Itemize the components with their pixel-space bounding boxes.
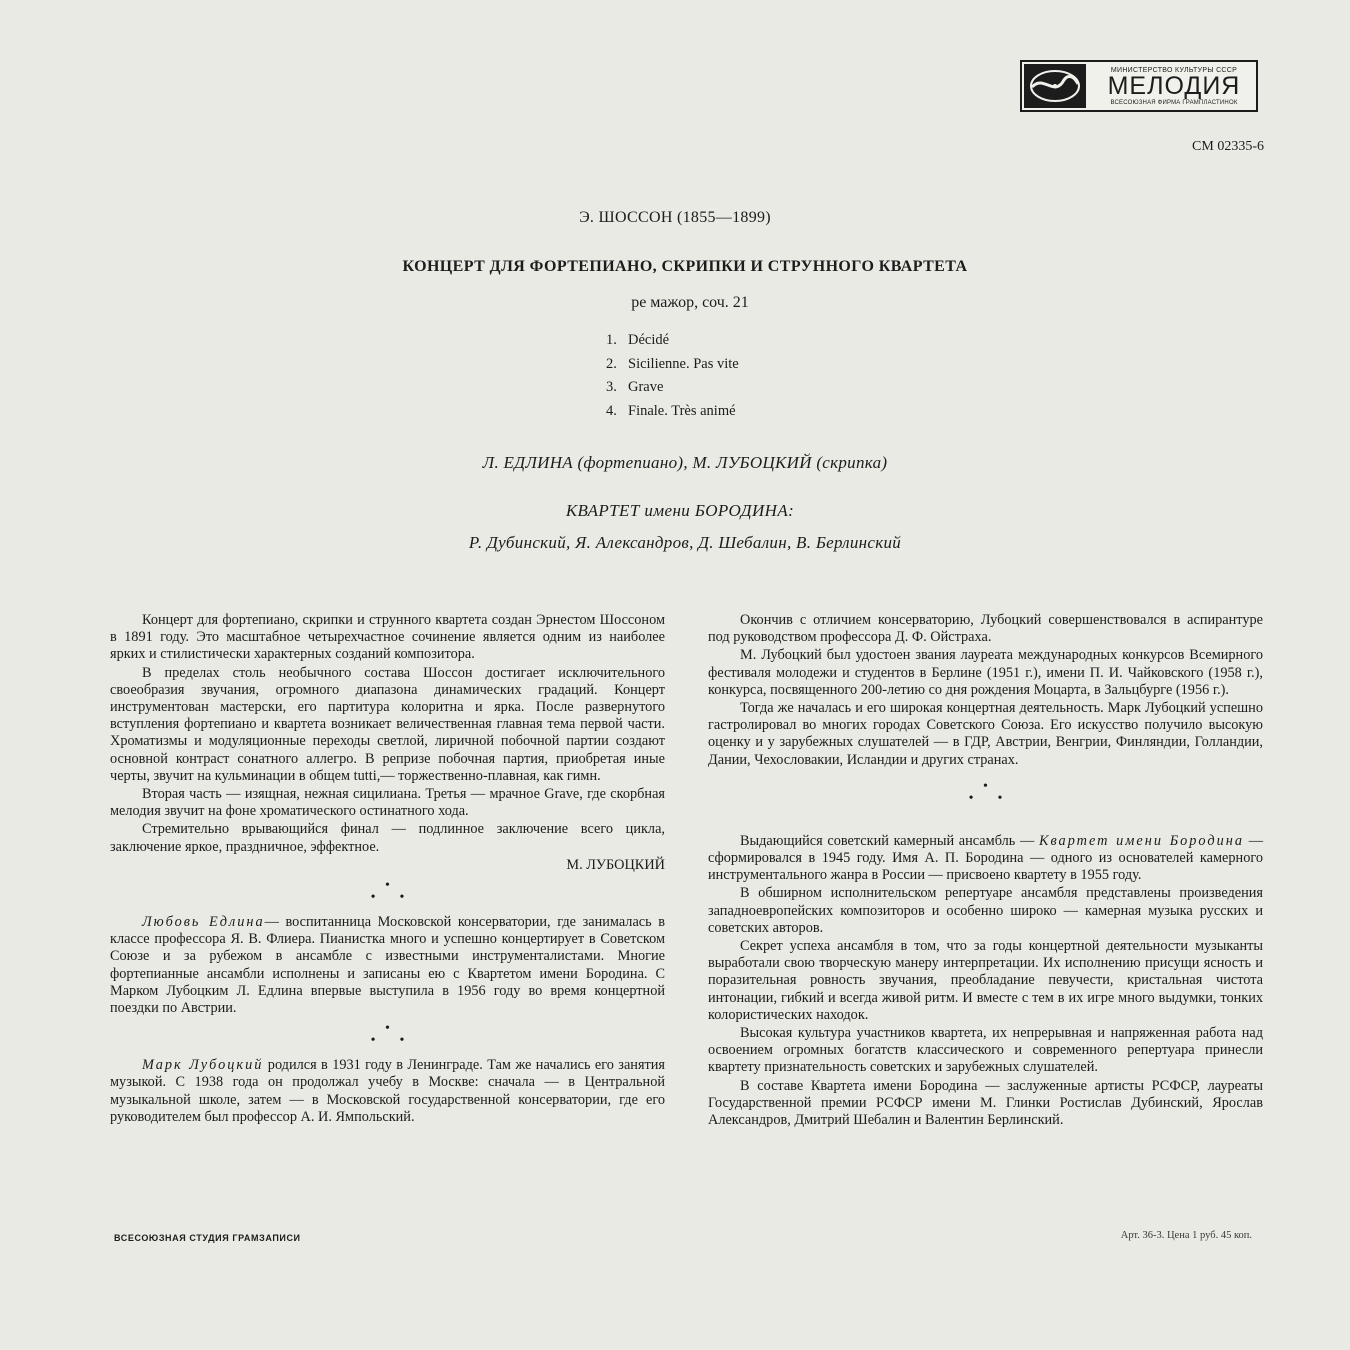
paragraph: Стремительно врывающийся финал — подлинное заключение всего цикла, заключение яркое, праздничное, эффектное. xyxy=(110,821,665,855)
work-title: КОНЦЕРТ ДЛЯ ФОРТЕПИАНО, СКРИПКИ И СТРУННОГО КВАРТЕТА xyxy=(402,258,968,275)
quartet-members: Р. Дубинский, Я. Александров, Д. Шебалин, В. Берлинский xyxy=(468,533,902,552)
paragraph: В обширном исполнительском репертуаре ансамбля представлены произведения западноевропейских композиторов и особенно широко — камерная музыка русских и советских авторов. xyxy=(708,885,1263,936)
paragraph: Высокая культура участников квартета, их непрерывная и напряженная работа над освоением огромных богатств классического и современного репертуара принесли квартету признательность советских и зарубежных слушателей. xyxy=(708,1025,1263,1076)
performers-line: Л. ЕДЛИНА (фортепиано), М. ЛУБОЦКИЙ (скрипка) xyxy=(482,453,888,472)
paragraph: Вторая часть — изящная, нежная сицилиана. Третья — мрачное Grave, где скорбная мелодия звучит на фоне хроматического остинатного хода. xyxy=(110,786,665,820)
paragraph: В пределах столь необычного состава Шоссон достигает исключительного своеобразия звучания, огромного диапазона динамических градаций. Концерт инструментован мастерски, его партитура колоритна и ярка. После развернутого вступления фортепиано и квартета возникает величественная главная тема первой части. Хроматизмы и модуляционные переходы светлой, лиричной побочной партии создают основной контраст сонатного аллегро. В репризе побочная партия, приобретая иные черты, звучит на кульминации в общем tutti,— торжественно-плавная, как гимн. xyxy=(110,664,665,784)
studio-label: ВСЕСОЮЗНАЯ СТУДИЯ ГРАМЗАПИСИ xyxy=(114,1233,301,1243)
paragraph: Тогда же началась и его широкая концертная деятельность. Марк Лубоцкий успешно гастролировал во многих городах Советского Союза. Его искусство получило высокую оценку и у зарубежных слушателей — в ГДР, Австрии, Венгрии, Финляндии, Голландии, Дании, Чехословакии, Исландии и других странах. xyxy=(708,700,1263,768)
paragraph: Секрет успеха ансамбля в том, что за годы концертной деятельности музыканты выработали свою творческую манеру интерпретации. Их исполнению присущи ясность и поразительная ровность звучания, преобладание певучести, кристальная чистота интонации, гибкий и всегда живой ритм. И вместе с тем в их игре много выдумки, тонких колористических находок. xyxy=(708,938,1263,1023)
paragraph: Марк Лубоцкий родился в 1931 году в Ленинграде. Там же начались его занятия музыкой. С 1938 года он продолжал учебу в Москве: сначала — в Центральной музыкальной школе, затем — в Московской государственной консерватории, где его руководителем был профессор А. И. Ямпольский. xyxy=(110,1057,666,1125)
melodiya-emblem-icon xyxy=(1024,64,1086,108)
movement-item: 4. Finale. Très animé xyxy=(606,402,736,419)
paragraph: М. Лубоцкий был удостоен звания лауреата международных конкурсов Всемирного фестиваля молодежи и студентов в Берлине (1951 г.), имени П. И. Чайковского (1958 г.), конкурса, посвященного 200-летию со дня рождения Моцарта, в Зальцбурге (1956 г.). xyxy=(708,647,1263,698)
paragraph: Выдающийся советский камерный ансамбль — Квартет имени Бородина — сформировался в 1945 году. Имя А. П. Бородина — одного из основателей камерного инструментального жанра в России — присвоено квартету в 1955 году. xyxy=(708,832,1264,884)
paragraph: Концерт для фортепиано, скрипки и струнного квартета создан Эрнестом Шоссоном в 1891 году. Это масштабное четырехчастное сочинение является одним из наиболее ярких и стилистически характерных созданий композитора. xyxy=(110,612,665,663)
movement-item: 1. Décidé xyxy=(606,332,670,348)
paragraph: Окончив с отличием консерваторию, Лубоцкий совершенствовался в аспирантуре под руководством профессора Д. Ф. Ойстраха. xyxy=(708,612,1263,646)
logo-brand-text: МЕЛОДИЯ xyxy=(1107,72,1241,100)
author-signature: М. ЛУБОЦКИЙ xyxy=(566,856,665,873)
logo-ministry-text: МИНИСТЕРСТВО КУЛЬТУРЫ СССР xyxy=(1110,67,1238,74)
quartet-name-inline: Квартет имени Бородина xyxy=(1038,832,1245,849)
paragraph: Любовь Едлина— воспитанница Московской консерватории, где занималась в классе профессора Я. В. Флиера. Пианистка много и успешно концертирует в Советском Союзе и за рубежом в ансамбле с известными инструменталистами. Многие фортепианные ансамбли исполнены и записаны ею с Квартетом имени Бородина. С Марком Лубоцким Л. Едлина впервые выступила в 1956 году во время концертной поездки по Австрии. xyxy=(110,914,665,1017)
liner-notes-left-column xyxy=(110,612,665,1126)
quartet-name: КВАРТЕТ имени БОРОДИНА: xyxy=(565,501,795,520)
liner-notes-right-column xyxy=(708,612,1263,1129)
paragraph: В составе Квартета имени Бородина — заслуженные артисты РСФСР, лауреаты Государственной премии РСФСР имени М. Глинки Ростислав Дубинский, Ярослав Александров, Дмитрий Шебалин и Валентин Берлинский. xyxy=(708,1077,1263,1129)
section-separator: • •• xyxy=(968,778,1027,806)
edlina-name: Любовь Едлина xyxy=(142,914,265,931)
section-separator: • •• xyxy=(370,878,429,906)
price-label: Арт. 36-3. Цена 1 руб. 45 коп. xyxy=(1120,1230,1252,1241)
work-key: ре мажор, соч. 21 xyxy=(631,294,749,311)
logo-firm-text: ВСЕСОЮЗНАЯ ФИРМА ГРАМПЛАСТИНОК xyxy=(1110,100,1238,106)
catalog-number: СМ 02335-6 xyxy=(1192,139,1264,154)
composer-heading: Э. ШОССОН (1855—1899) xyxy=(579,209,771,226)
movement-item: 3. Grave xyxy=(606,379,664,395)
melodiya-logo xyxy=(1020,60,1258,112)
lubotsky-name: Марк Лубоцкий xyxy=(142,1057,264,1074)
movement-item: 2. Sicilienne. Pas vite xyxy=(606,355,739,372)
movement-list xyxy=(606,329,906,423)
section-separator: • •• xyxy=(370,1021,429,1049)
